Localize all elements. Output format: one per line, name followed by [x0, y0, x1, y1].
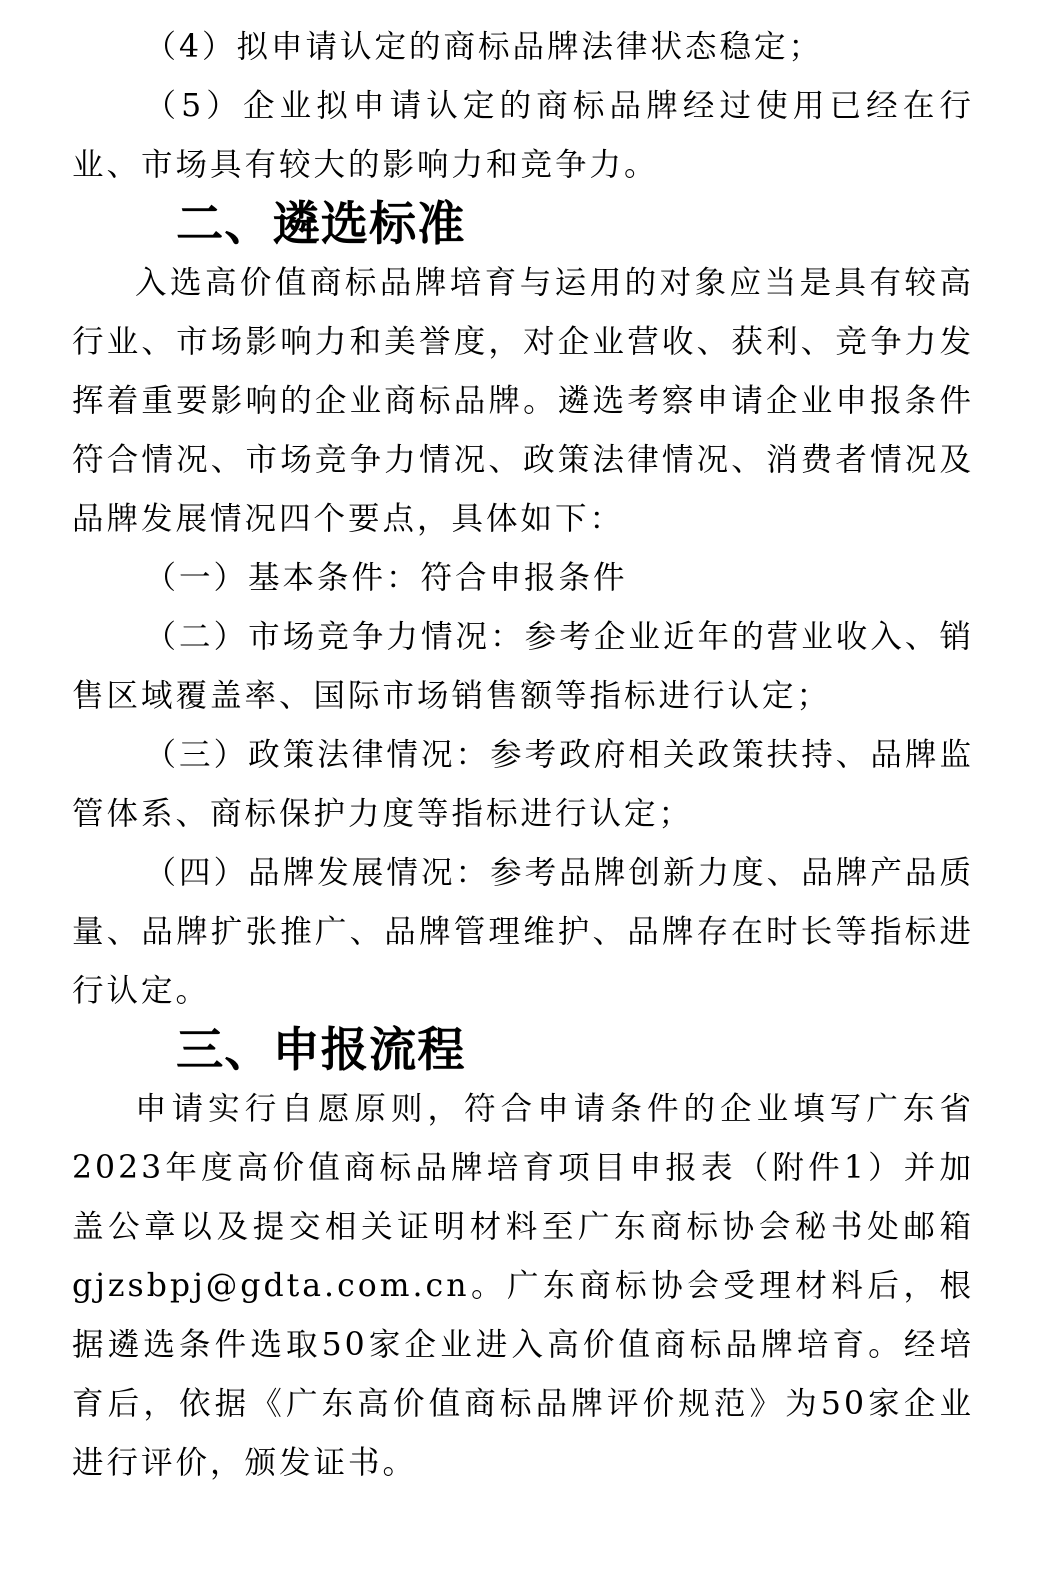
standard-item-market: （二）市场竞争力情况：参考企业近年的营业收入、销售区域覆盖率、国际市场销售额等指标进行认定； [72, 619, 974, 714]
criteria-item-5: （5）企业拟申请认定的商标品牌经过使用已经在行业、市场具有较大的影响力和竞争力。 [72, 88, 974, 183]
section-heading-application-process: 三、申报流程 [175, 1023, 466, 1078]
selection-standards-intro: 入选高价值商标品牌培育与运用的对象应当是具有较高行业、市场影响力和美誉度，对企业营收、获利、竞争力发挥着重要影响的企业商标品牌。遴选考察申请企业申报条件符合情况、市场竞争力情况、政策法律情况、消费者情况及品牌发展情况四个要点，具体如下： [72, 265, 974, 537]
application-process-body: 申请实行自愿原则，符合申请条件的企业填写广东省2023年度高价值商标品牌培育项目申报表（附件1）并加盖公章以及提交相关证明材料至广东商标协会秘书处邮箱gjzsbpj@gdta.com.cn。广东商标协会受理材料后，根据遴选条件选取50家企业进入高价值商标品牌培育。经培育后，依据《广东高价值商标品牌评价规范》为50家企业进行评价，颁发证书。 [72, 1091, 974, 1481]
criteria-item-4: （4）拟申请认定的商标品牌法律状态稳定； [144, 29, 823, 65]
standard-item-policy: （三）政策法律情况：参考政府相关政策扶持、品牌监管体系、商标保护力度等指标进行认定； [72, 737, 974, 832]
standard-item-basic: （一）基本条件：符合申报条件 [144, 560, 628, 596]
standard-item-brand: （四）品牌发展情况：参考品牌创新力度、品牌产品质量、品牌扩张推广、品牌管理维护、品牌存在时长等指标进行认定。 [72, 855, 974, 1009]
section-heading-selection-standards: 二、遴选标准 [175, 197, 466, 252]
